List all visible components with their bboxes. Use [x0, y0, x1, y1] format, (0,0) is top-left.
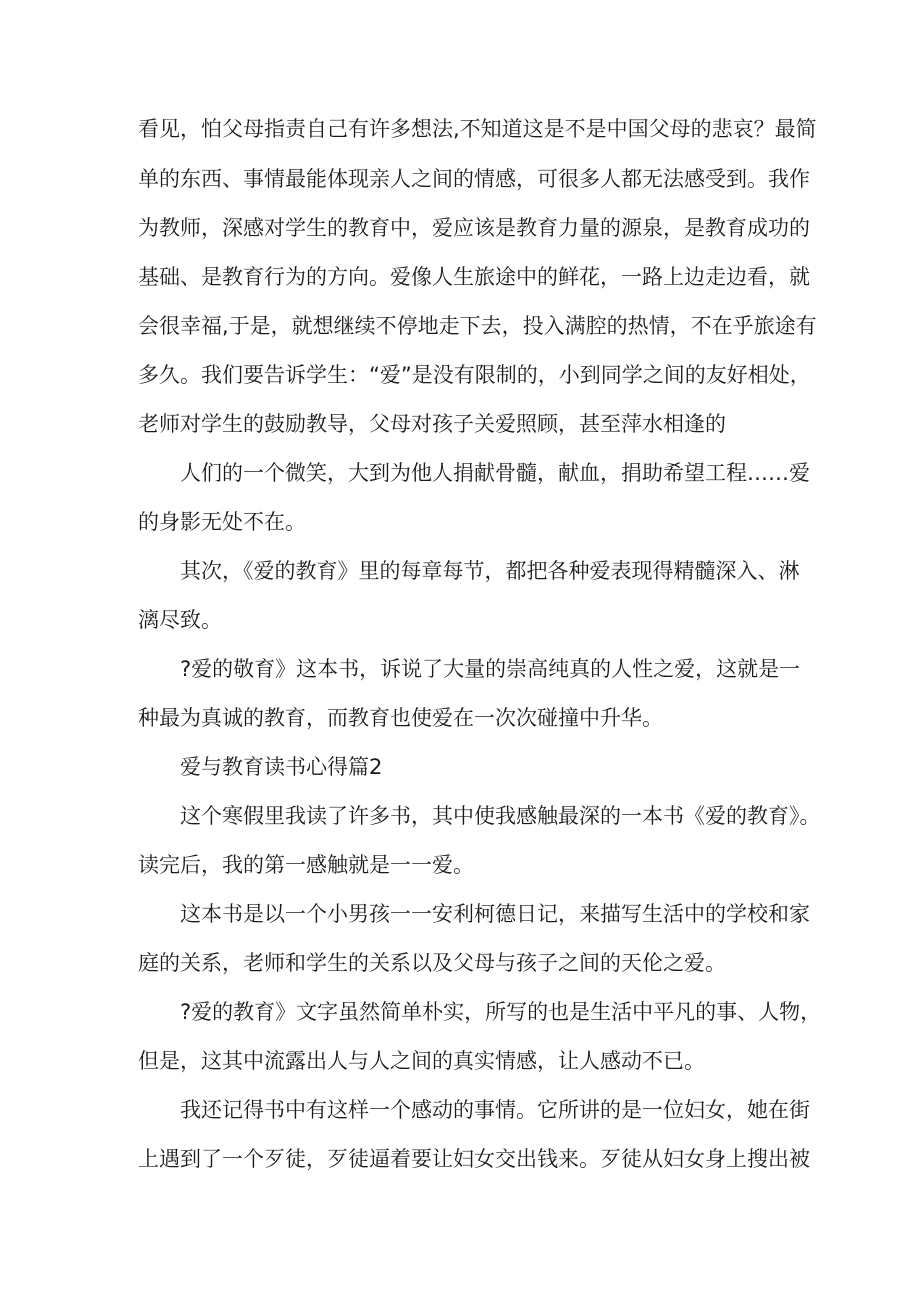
text-line: 读完后，我的第一感触就是一一爱。	[138, 853, 474, 877]
paragraph-first-line: 我还记得书中有这样一个感动的事情。它所讲的是一位妇女，她在街	[180, 1098, 810, 1122]
text-line: 上遇到了一个歹徒，歹徒逼着要让妇女交出钱来。歹徒从妇女身上搜出被	[138, 1147, 810, 1171]
text-line: 漓尽致。	[138, 608, 222, 632]
text-line: 看见，怕父母指责自己有许多想法,不知道这是不是中国父母的悲哀？最简	[138, 117, 817, 141]
text-line: 但是，这其中流露出人与人之间的真实情感，让人感动不已。	[138, 1049, 705, 1073]
paragraph-first-line: 这个寒假里我读了许多书，其中使我感触最深的一本书《爱的教育》。	[180, 804, 821, 828]
text-line: 种最为真诚的教育，而教育也使爱在一次次碰撞中升华。	[138, 706, 663, 730]
section-heading: 爱与教育读书心得篇2	[180, 755, 383, 779]
text-line: 基础、是教育行为的方向。爱像人生旅途中的鲜花，一路上边走边看，就	[138, 265, 810, 289]
paragraph-first-line: 人们的一个微笑，大到为他人捐献骨髓，献血，捐助希望工程……爱	[180, 461, 810, 485]
paragraph-first-line: ?爱的教育》文字虽然简单朴实，所写的也是生活中平凡的事、人物，	[180, 1000, 822, 1024]
paragraph-first-line: 这本书是以一个小男孩一一安利柯德日记，来描写生活中的学校和家	[180, 902, 810, 926]
text-line: 会很幸福,于是，就想继续不停地走下去，投入满腔的热情，不在乎旅途有	[138, 314, 817, 338]
text-line: 的身影无处不在。	[138, 510, 306, 534]
text-line: 为教师，深感对学生的教育中，爱应该是教育力量的源泉，是教育成功的	[138, 216, 810, 240]
paragraph-first-line: 其次，《爱的教育》里的每章每节，都把各种爱表现得精髓深入、淋	[180, 559, 800, 583]
text-line: 老师对学生的鼓励教导，父母对孩子关爱照顾，甚至萍水相逢的	[138, 412, 726, 436]
paragraph-first-line: ?爱的敬育》这本书，诉说了大量的崇高纯真的人性之爱，这就是一	[180, 657, 801, 681]
text-line: 单的东西、事情最能体现亲人之间的情感，可很多人都无法感受到。我作	[138, 167, 810, 191]
text-line: 庭的关系，老师和学生的关系以及父母与孩子之间的天伦之爱。	[138, 951, 726, 975]
text-line: 多久。我们要告诉学生：“爱”是没有限制的，小到同学之间的友好相处，	[138, 363, 811, 387]
